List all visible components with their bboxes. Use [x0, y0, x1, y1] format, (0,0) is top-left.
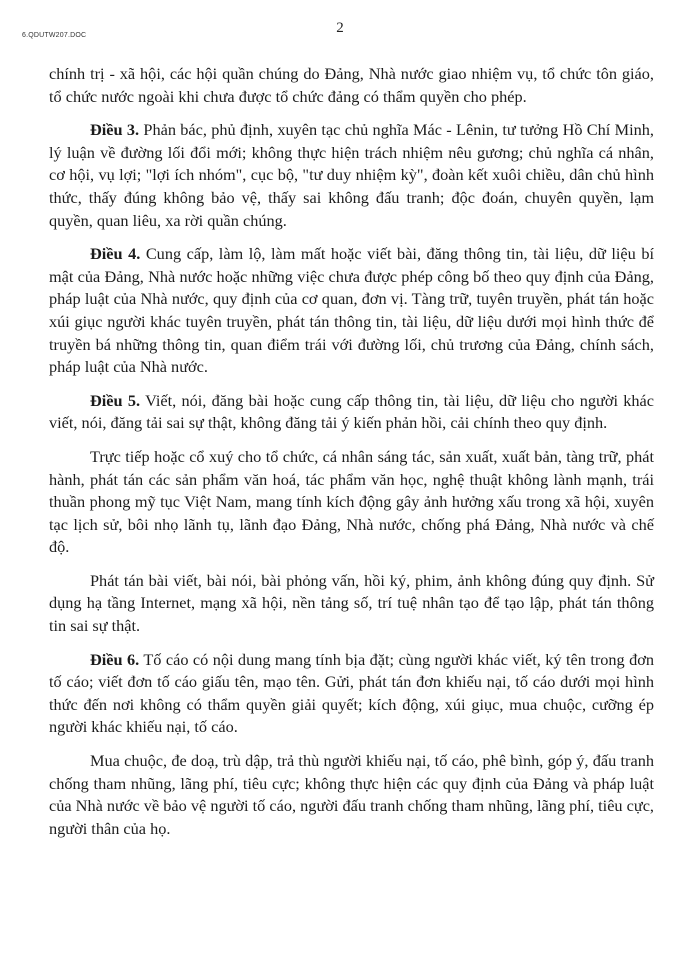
page-number: 2: [336, 20, 344, 36]
article-5-paragraph-3: [49, 570, 654, 638]
file-code: 6.QDUTW207.DOC: [22, 32, 87, 39]
paragraph-text: Phản bác, phủ định, xuyên tạc chủ nghĩa Mác - Lênin, tư tưởng Hồ Chí Minh, lý luận về đường lối đổi mới; không thực hiện trách nhiệm nêu gương; chủ nghĩa cá nhân, cơ hội, vụ lợi; "lợi ích nhóm", cục bộ, "tư duy nhiệm kỳ", đoàn kết xuôi chiều, dân chủ hình thức, thấy đúng không bảo vệ, thấy sai không đấu tranh; độc đoán, chuyên quyền, lạm quyền, quan liêu, xa rời quần chúng.: [49, 120, 654, 230]
article-label: Điều 5.: [90, 390, 141, 410]
paragraph-text: Viết, nói, đăng bài hoặc cung cấp thông tin, tài liệu, dữ liệu cho người khác viết, nói, đăng tải sai sự thật, không đăng tải ý kiến phản hồi, cải chính theo quy định.: [49, 390, 654, 433]
article-label: Điều 6.: [90, 649, 140, 669]
paragraph-text: Mua chuộc, đe doạ, trù dập, trả thù người khiếu nại, tố cáo, phê bình, góp ý, đấu tranh chống tham nhũng, lãng phí, tiêu cực; không thực hiện các quy định của Đảng và pháp luật của Nhà nước về bảo vệ người tố cáo, người đấu tranh chống tham nhũng, lãng phí, tiêu cực, người thân của họ.: [49, 751, 654, 838]
paragraph-continuation: [49, 63, 654, 108]
article-label: Điều 4.: [90, 244, 141, 264]
article-label: Điều 3.: [90, 120, 140, 140]
paragraph-text: chính trị - xã hội, các hội quần chúng do Đảng, Nhà nước giao nhiệm vụ, tổ chức tôn giáo, tổ chức nước ngoài khi chưa được tổ chức đảng có thẩm quyền cho phép.: [49, 64, 654, 106]
article-6-paragraph-2: [49, 750, 654, 840]
document-body: [49, 63, 654, 851]
article-4: [49, 243, 654, 379]
article-6: [49, 649, 654, 739]
article-5-paragraph-2: [49, 446, 654, 559]
paragraph-text: Phát tán bài viết, bài nói, bài phỏng vấn, hồi ký, phim, ảnh không đúng quy định. Sử dụng hạ tầng Internet, mạng xã hội, nền tảng số, trí tuệ nhân tạo để tạo lập, phát tán thông tin sai sự thật.: [49, 570, 654, 636]
article-3: [49, 119, 654, 232]
paragraph-text: Tố cáo có nội dung mang tính bịa đặt; cùng người khác viết, ký tên trong đơn tố cáo; viết đơn tố cáo giấu tên, mạo tên. Gửi, phát tán đơn khiếu nại, tố cáo dưới mọi hình thức đến nơi không có thẩm quyền giải quyết; kích động, xúi giục, mua chuộc, cưỡng ép người khác khiếu nại, tố cáo.: [49, 649, 655, 737]
paragraph-text: Trực tiếp hoặc cổ xuý cho tổ chức, cá nhân sáng tác, sản xuất, xuất bản, tàng trữ, phát hành, phát tán các sản phẩm văn hoá, tác phẩm văn học, nghệ thuật không lành mạnh, trái thuần phong mỹ tục Việt Nam, mang tính kích động gây ảnh hưởng xấu trong xã hội, xuyên tạc lịch sử, bôi nhọ lãnh tụ, lãnh đạo Đảng, Nhà nước, chống phá Đảng, Nhà nước và chế độ.: [49, 446, 654, 557]
article-5: [49, 390, 654, 435]
paragraph-text: Cung cấp, làm lộ, làm mất hoặc viết bài, đăng thông tin, tài liệu, dữ liệu bí mật của Đảng, Nhà nước hoặc những việc chưa được phép công bố theo quy định của Đảng, pháp luật của Nhà nước, quy định của cơ quan, đơn vị. Tàng trữ, tuyên truyền, phát tán hoặc xúi giục người khác tuyên truyền, phát tán thông tin, tài liệu, dữ liệu dưới mọi hình thức để truyền bá những thông tin, quan điểm trái với đường lối, chủ trương của Đảng, chính sách, pháp luật của Nhà nước.: [49, 244, 654, 377]
